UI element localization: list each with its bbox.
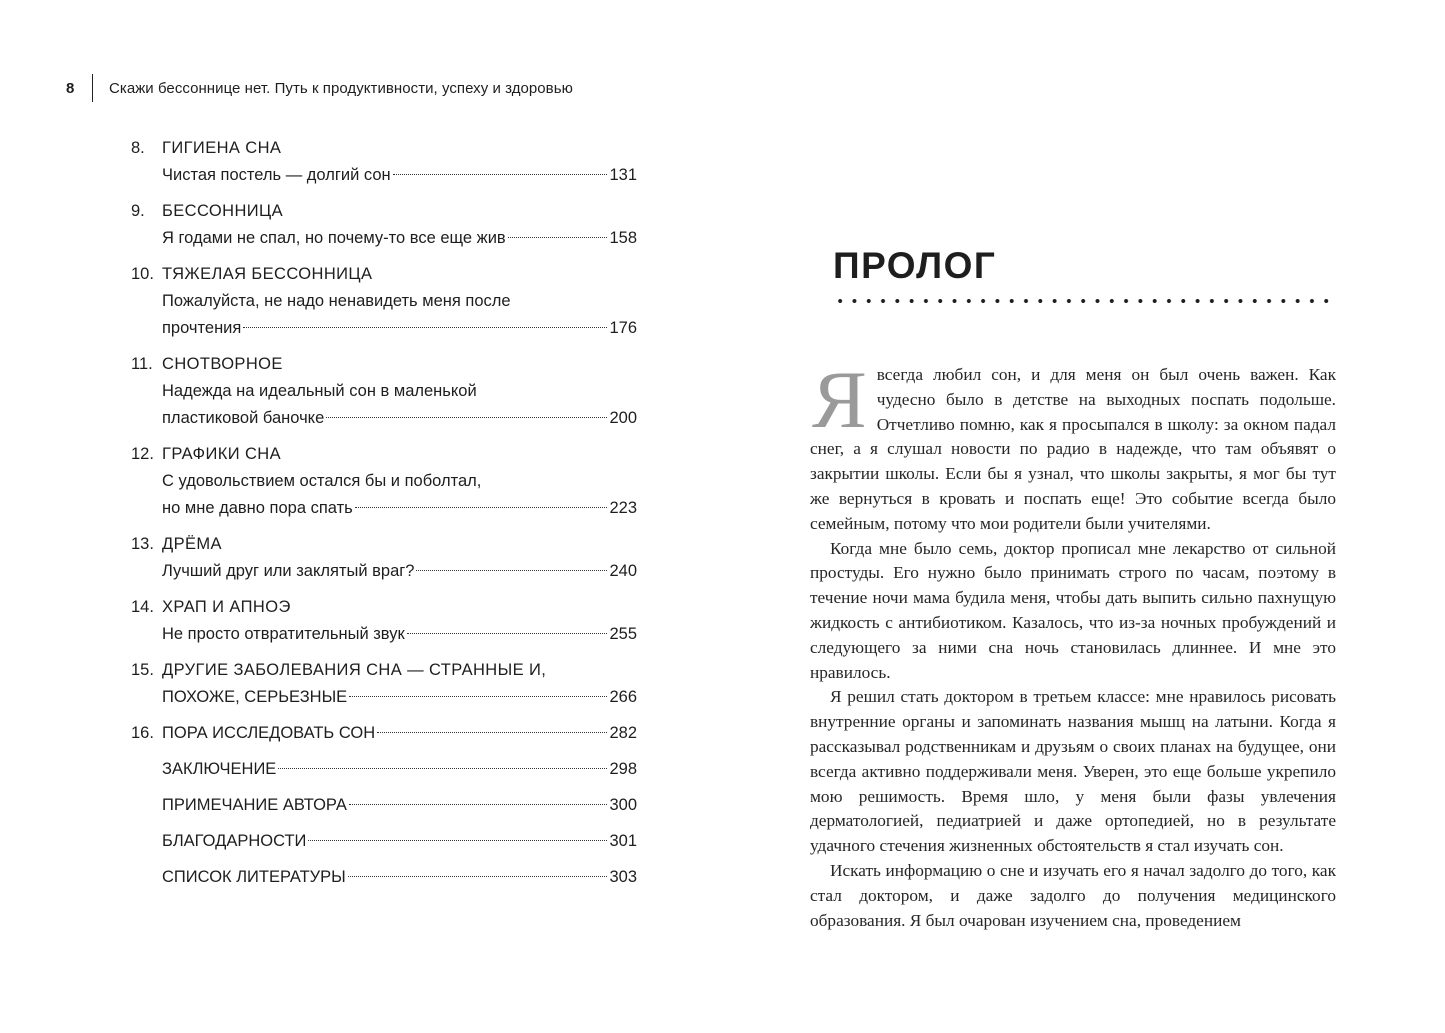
toc-entry[interactable] bbox=[131, 864, 637, 891]
toc-subtitle: прочтения bbox=[162, 319, 242, 337]
toc-entry[interactable] bbox=[131, 657, 637, 711]
dot-leader bbox=[278, 767, 607, 769]
toc-entry[interactable] bbox=[131, 261, 637, 342]
toc-leader-line bbox=[162, 720, 637, 747]
toc-leader-line bbox=[162, 792, 637, 819]
toc-subtitle: Лучший друг или заклятый враг? bbox=[162, 562, 415, 580]
toc-subtitle: Чистая постель — долгий сон bbox=[162, 166, 391, 184]
toc-chapter-title: СПИСОК ЛИТЕРАТУРЫ bbox=[162, 868, 346, 886]
toc-title-line bbox=[131, 198, 637, 225]
toc-page-number: 223 bbox=[609, 499, 637, 517]
toc-leader-line bbox=[162, 684, 637, 711]
toc-leader-line bbox=[162, 864, 637, 891]
paragraph: Когда мне было семь, доктор прописал мне лекарство от сильной простуды. Его нужно было принимать строго по часам, поэтому в течение ночи мама будила меня, чтобы дать выпить сильно пахнущую жидкость с антибиотиком. Казалось, что из-за ночных пробуждений и следующего за ними сна ночь становилась длиннее. И мне это нравилось. bbox=[810, 538, 1336, 682]
toc-title-line bbox=[131, 657, 637, 684]
toc-subtitle-line bbox=[131, 162, 637, 189]
toc-page-number: 266 bbox=[609, 688, 637, 706]
toc-chapter-number: 12. bbox=[131, 445, 154, 463]
toc-page-number: 300 bbox=[609, 796, 637, 814]
toc-chapter-title: СНОТВОРНОЕ bbox=[162, 355, 283, 373]
toc-subtitle: пластиковой баночке bbox=[162, 409, 325, 427]
toc-title-line bbox=[131, 792, 637, 819]
toc-chapter-title: ПРИМЕЧАНИЕ АВТОРА bbox=[162, 796, 347, 814]
dot-leader bbox=[407, 632, 608, 634]
toc-subtitle-line bbox=[131, 558, 637, 585]
chapter-title: ПРОЛОГ bbox=[833, 245, 997, 286]
toc-page-number: 131 bbox=[609, 166, 637, 184]
table-of-contents bbox=[131, 135, 637, 900]
running-header bbox=[66, 73, 573, 103]
toc-subtitle: С удовольствием остался бы и поболтал, bbox=[162, 472, 482, 490]
toc-leader-line bbox=[162, 558, 637, 585]
toc-title-line bbox=[131, 684, 637, 711]
dot-leader bbox=[393, 173, 608, 175]
toc-leader-line bbox=[162, 756, 637, 783]
dot-leader bbox=[243, 326, 607, 328]
dotted-rule bbox=[833, 298, 1337, 304]
toc-chapter-number: 11. bbox=[131, 355, 153, 373]
toc-chapter-title: БЕССОННИЦА bbox=[162, 202, 284, 220]
toc-page-number: 200 bbox=[609, 409, 637, 427]
toc-entry[interactable] bbox=[131, 441, 637, 522]
toc-entry[interactable] bbox=[131, 756, 637, 783]
toc-subtitle: Надежда на идеальный сон в маленькой bbox=[162, 382, 477, 400]
toc-subtitle-line bbox=[131, 495, 637, 522]
toc-subtitle: но мне давно пора спать bbox=[162, 499, 353, 517]
toc-chapter-title: ЗАКЛЮЧЕНИЕ bbox=[162, 760, 277, 778]
toc-page-number: 298 bbox=[609, 760, 637, 778]
paragraph-text: всегда любил сон, и для меня он был очень важен. Как чудесно было в детстве на выходных поспать подольше. Отчетливо помню, как я просыпался в школу: за окном падал снег, а я слушал новости по радио в надежде, что там объявят о закрытии школы. Если бы я узнал, что школы закрыты, я мог бы тут же вернуться в кровать и поспать еще! Это событие всегда было семейным, потому что мои родители были учителями. bbox=[810, 365, 1336, 533]
dot-leader bbox=[355, 506, 608, 508]
toc-page-number: 158 bbox=[609, 229, 637, 247]
dot-leader bbox=[326, 416, 607, 418]
toc-subtitle-line bbox=[131, 378, 637, 405]
toc-chapter-title: ХРАП И АПНОЭ bbox=[162, 598, 291, 616]
toc-chapter-number: 13. bbox=[131, 535, 154, 553]
toc-chapter-number: 16. bbox=[131, 724, 154, 742]
dot-leader bbox=[348, 875, 608, 877]
toc-chapter-title: ТЯЖЕЛАЯ БЕССОННИЦА bbox=[162, 265, 373, 283]
paragraph bbox=[810, 354, 1336, 537]
running-title: Скажи бессоннице нет. Путь к продуктивности, успеху и здоровью bbox=[109, 79, 573, 97]
toc-chapter-number: 8. bbox=[131, 139, 145, 157]
paragraph: Я решил стать доктором в третьем классе: мне нравилось рисовать внутренние органы и запоминать названия мышц на латыни. Когда я рассказывал родственникам и друзьям о своих планах на будущее, они всегда активно поддерживали меня. Уверен, это еще больше укрепило мою решимость. Время шло, у меня были фазы увлечения дерматологией, педиатрией и даже ортопедией, но в результате удачного стечения жизненных обстоятельств я стал изучать сон. bbox=[810, 687, 1336, 856]
toc-chapter-title: ПОХОЖЕ, СЕРЬЕЗНЫЕ bbox=[162, 688, 348, 706]
drop-cap: Я bbox=[812, 354, 867, 445]
toc-subtitle-line bbox=[131, 468, 637, 495]
toc-entry[interactable] bbox=[131, 135, 637, 189]
toc-entry[interactable] bbox=[131, 828, 637, 855]
toc-subtitle: Пожалуйста, не надо ненавидеть меня после bbox=[162, 292, 511, 310]
toc-subtitle: Я годами не спал, но почему-то все еще жив bbox=[162, 229, 506, 247]
toc-title-line bbox=[131, 351, 637, 378]
toc-subtitle-line bbox=[131, 315, 637, 342]
toc-leader-line bbox=[162, 621, 637, 648]
dot-leader bbox=[377, 731, 607, 733]
toc-subtitle-line bbox=[131, 225, 637, 252]
toc-subtitle: Не просто отвратительный звук bbox=[162, 625, 405, 643]
paragraph: Искать информацию о сне и изучать его я начал задолго до того, как стал доктором, и даже задолго до получения медицинского образования. Я был очарован изучением сна, проведением bbox=[810, 860, 1336, 930]
page-number: 8 bbox=[66, 79, 75, 97]
toc-title-line bbox=[131, 531, 637, 558]
toc-title-line bbox=[131, 756, 637, 783]
toc-chapter-title: БЛАГОДАРНОСТИ bbox=[162, 832, 307, 850]
toc-entry[interactable] bbox=[131, 531, 637, 585]
toc-chapter-number: 14. bbox=[131, 598, 154, 616]
toc-title-line bbox=[131, 594, 637, 621]
toc-entry[interactable] bbox=[131, 351, 637, 432]
toc-chapter-number: 15. bbox=[131, 661, 154, 679]
toc-subtitle-line bbox=[131, 405, 637, 432]
toc-chapter-title: ПОРА ИССЛЕДОВАТЬ СОН bbox=[162, 724, 376, 742]
toc-leader-line bbox=[162, 405, 637, 432]
toc-leader-line bbox=[162, 495, 637, 522]
toc-entry[interactable] bbox=[131, 720, 637, 747]
toc-chapter-number: 9. bbox=[131, 202, 145, 220]
toc-chapter-title: ГРАФИКИ СНА bbox=[162, 445, 281, 463]
toc-chapter-number: 10. bbox=[131, 265, 154, 283]
dot-leader bbox=[349, 695, 607, 697]
toc-entry[interactable] bbox=[131, 792, 637, 819]
toc-title-line bbox=[131, 135, 637, 162]
toc-title-line bbox=[131, 828, 637, 855]
toc-page-number: 303 bbox=[609, 868, 637, 886]
toc-subtitle-line bbox=[131, 288, 637, 315]
toc-chapter-title: ГИГИЕНА СНА bbox=[162, 139, 282, 157]
dot-leader bbox=[416, 569, 607, 571]
toc-page-number: 282 bbox=[609, 724, 637, 742]
toc-subtitle-line bbox=[131, 621, 637, 648]
toc-title-line bbox=[131, 864, 637, 891]
header-divider bbox=[92, 74, 93, 102]
toc-chapter-title: ДРУГИЕ ЗАБОЛЕВАНИЯ СНА — СТРАННЫЕ И, bbox=[162, 661, 547, 679]
toc-chapter-title: ДРЁМА bbox=[162, 535, 222, 553]
toc-leader-line bbox=[162, 225, 637, 252]
toc-title-line bbox=[131, 261, 637, 288]
dot-leader bbox=[508, 236, 608, 238]
toc-page-number: 176 bbox=[609, 319, 637, 337]
toc-leader-line bbox=[162, 315, 637, 342]
toc-page-number: 301 bbox=[609, 832, 637, 850]
dot-leader bbox=[308, 839, 607, 841]
toc-entry[interactable] bbox=[131, 594, 637, 648]
toc-entry[interactable] bbox=[131, 198, 637, 252]
toc-title-line bbox=[131, 441, 637, 468]
dot-leader bbox=[349, 803, 608, 805]
toc-page-number: 240 bbox=[609, 562, 637, 580]
toc-leader-line bbox=[162, 828, 637, 855]
toc-leader-line bbox=[162, 162, 637, 189]
toc-title-line bbox=[131, 720, 637, 747]
chapter-body bbox=[810, 354, 1336, 933]
toc-page-number: 255 bbox=[609, 625, 637, 643]
